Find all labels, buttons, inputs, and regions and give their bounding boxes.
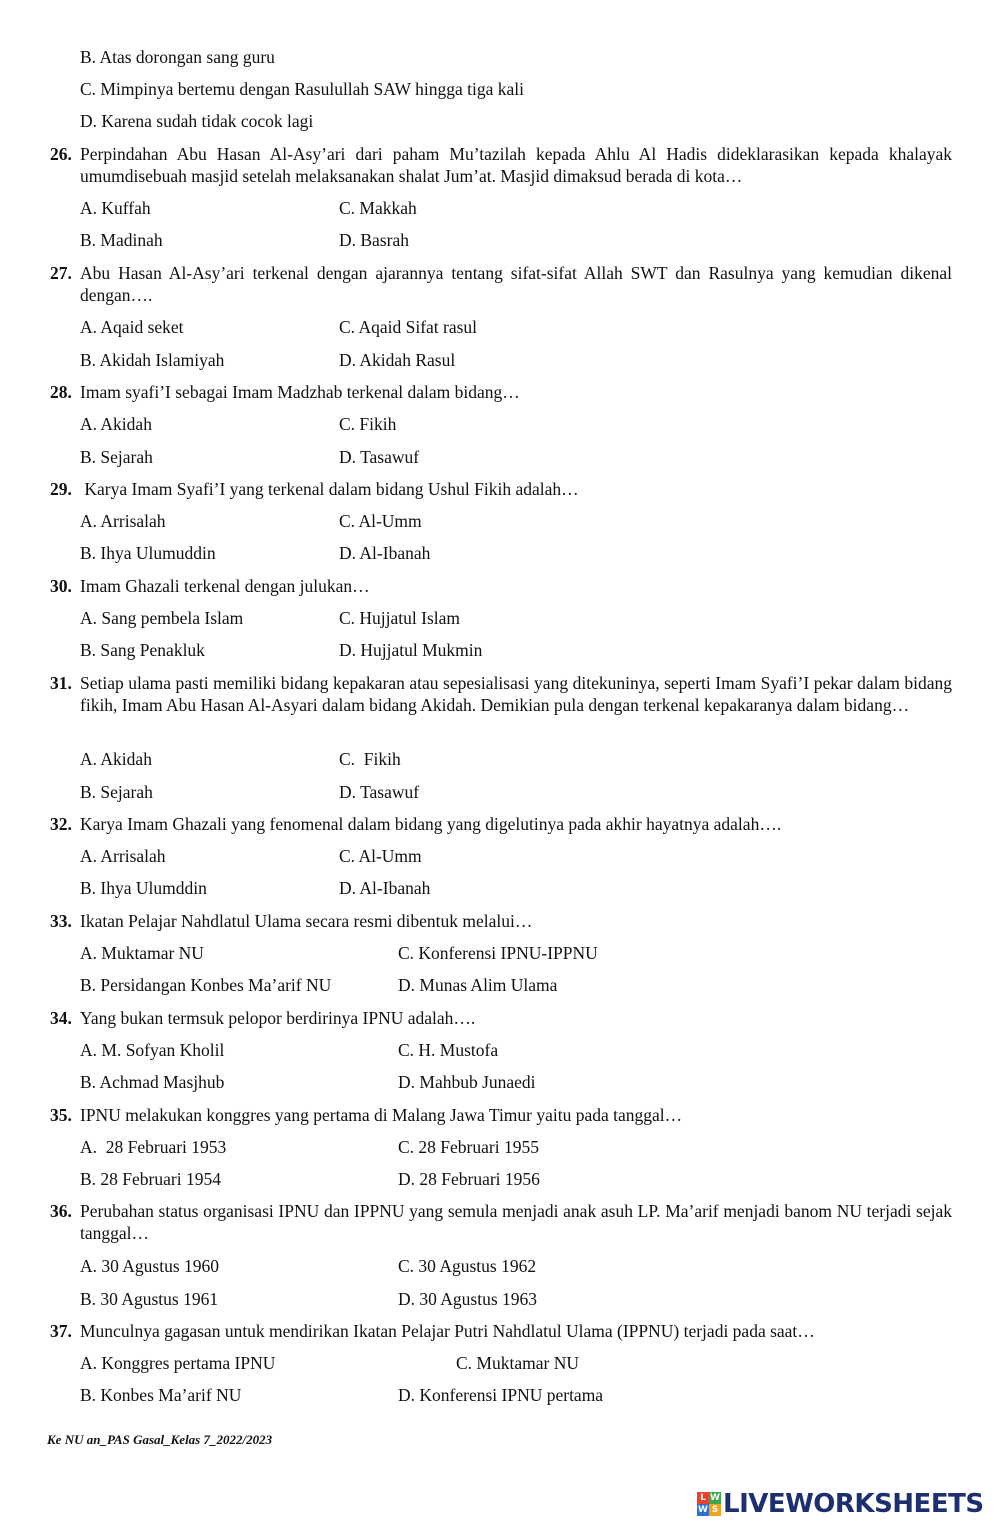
answer-option[interactable]: D. Tasawuf: [339, 782, 420, 802]
answer-option[interactable]: B. Akidah Islamiyah: [80, 350, 225, 370]
answer-option[interactable]: D. Tasawuf: [339, 447, 420, 467]
question-31: [50, 672, 952, 716]
question-text: Karya Imam Ghazali yang fenomenal dalam bidang yang digelutinya pada akhir hayatnya adalah….: [80, 814, 782, 834]
question-37: [50, 1320, 952, 1342]
answer-option[interactable]: B. Ihya Ulumddin: [80, 878, 207, 898]
option-line: B. Atas dorongan sang guru: [80, 47, 275, 67]
answer-option[interactable]: B. Madinah: [80, 230, 163, 250]
question-text: Perpindahan Abu Hasan Al-Asy’ari dari paham Mu’tazilah kepada Ahlu Al Hadis dideklarasikan kepada khalayak umumdisebuah masjid setelah melaksanakan shalat Jum’at. Masjid dimaksud berada di kota…: [80, 144, 952, 186]
question-32: [50, 813, 952, 835]
answer-option[interactable]: B. 30 Agustus 1961: [80, 1289, 219, 1309]
answer-option[interactable]: A. Aqaid seket: [80, 317, 184, 337]
answer-option[interactable]: D. Al-Ibanah: [339, 878, 431, 898]
answer-option[interactable]: A. 28 Februari 1953: [80, 1137, 227, 1157]
question-33: [50, 910, 952, 932]
question-text: Abu Hasan Al-Asy’ari terkenal dengan ajarannya tentang sifat-sifat Allah SWT dan Rasulnya yang kemudian dikenal dengan….: [80, 263, 952, 305]
answer-option[interactable]: C. Makkah: [339, 198, 417, 218]
question-number: 30.: [50, 576, 72, 596]
liveworksheets-logo[interactable]: [697, 1486, 984, 1522]
option-line: D. Karena sudah tidak cocok lagi: [80, 111, 314, 131]
question-number: 32.: [50, 814, 72, 834]
answer-option[interactable]: B. Achmad Masjhub: [80, 1072, 225, 1092]
question-text: Imam Ghazali terkenal dengan julukan…: [80, 576, 370, 596]
question-35: [50, 1104, 952, 1126]
logo-tile: S: [709, 1504, 721, 1516]
answer-option[interactable]: D. Akidah Rasul: [339, 350, 456, 370]
answer-option[interactable]: C. Al-Umm: [339, 511, 422, 531]
answer-option[interactable]: D. Al-Ibanah: [339, 543, 431, 563]
answer-option[interactable]: A. Konggres pertama IPNU: [80, 1353, 276, 1373]
question-26: [50, 143, 952, 187]
question-36: [50, 1200, 952, 1244]
question-28: [50, 381, 952, 403]
answer-option[interactable]: C. 30 Agustus 1962: [398, 1256, 537, 1276]
question-number: 33.: [50, 911, 72, 931]
answer-option[interactable]: A. Akidah: [80, 749, 152, 769]
answer-option[interactable]: D. Basrah: [339, 230, 409, 250]
logo-tile: W: [710, 1493, 720, 1503]
answer-option[interactable]: B. Sejarah: [80, 447, 153, 467]
question-text: Ikatan Pelajar Nahdlatul Ulama secara resmi dibentuk melalui…: [80, 911, 533, 931]
answer-option[interactable]: A. Muktamar NU: [80, 943, 204, 963]
question-number: 29.: [50, 479, 72, 499]
question-text: Setiap ulama pasti memiliki bidang kepakaran atau sepesialisasi yang ditekuninya, seperti Imam Syafi’I pekar dalam bidang fikih, Imam Abu Hasan Al-Asyari dalam bidang Akidah. Demikian pula dengan terkenal kepakaranya dalam bidang…: [80, 673, 952, 715]
question-text: Karya Imam Syafi’I yang terkenal dalam bidang Ushul Fikih adalah…: [80, 479, 579, 499]
answer-option[interactable]: C. Aqaid Sifat rasul: [339, 317, 478, 337]
answer-option[interactable]: A. Akidah: [80, 414, 152, 434]
answer-option[interactable]: D. Mahbub Junaedi: [398, 1072, 536, 1092]
logo-tile: W: [698, 1505, 708, 1515]
answer-option[interactable]: D. 28 Februari 1956: [398, 1169, 540, 1189]
question-number: 27.: [50, 263, 72, 283]
answer-option[interactable]: A. Arrisalah: [80, 511, 166, 531]
answer-option[interactable]: A. 30 Agustus 1960: [80, 1256, 220, 1276]
question-number: 36.: [50, 1201, 72, 1221]
answer-option[interactable]: B. Persidangan Konbes Ma’arif NU: [80, 975, 332, 995]
page-footer: Ke NU an_PAS Gasal_Kelas 7_2022/2023: [47, 1432, 273, 1447]
question-text: IPNU melakukan konggres yang pertama di Malang Jawa Timur yaitu pada tanggal…: [80, 1105, 683, 1125]
brand-name: LIVEWORKSHEETS: [723, 1489, 984, 1519]
answer-option[interactable]: C. Fikih: [339, 749, 401, 769]
answer-option[interactable]: C. Fikih: [339, 414, 397, 434]
question-text: Perubahan status organisasi IPNU dan IPPNU yang semula menjadi anak asuh LP. Ma’arif menjadi banom NU terjadi sejak tanggal…: [80, 1201, 952, 1243]
answer-option[interactable]: A. Sang pembela Islam: [80, 608, 244, 628]
answer-option[interactable]: A. Arrisalah: [80, 846, 166, 866]
answer-option[interactable]: C. Konferensi IPNU-IPPNU: [398, 943, 598, 963]
answer-option[interactable]: C. Muktamar NU: [456, 1353, 579, 1373]
answer-option[interactable]: B. Sang Penakluk: [80, 640, 205, 660]
answer-option[interactable]: C. Al-Umm: [339, 846, 422, 866]
question-27: [50, 262, 952, 306]
liveworksheets-logo-icon: [697, 1492, 721, 1516]
question-34: [50, 1007, 952, 1029]
question-number: 35.: [50, 1105, 72, 1125]
answer-option[interactable]: B. Konbes Ma’arif NU: [80, 1385, 242, 1405]
answer-option[interactable]: B. 28 Februari 1954: [80, 1169, 221, 1189]
logo-tile: L: [697, 1492, 709, 1504]
answer-option[interactable]: C. Hujjatul Islam: [339, 608, 461, 628]
answer-option[interactable]: D. 30 Agustus 1963: [398, 1289, 538, 1309]
question-text: Munculnya gagasan untuk mendirikan Ikatan Pelajar Putri Nahdlatul Ulama (IPPNU) terjadi pada saat…: [80, 1321, 815, 1341]
question-number: 34.: [50, 1008, 72, 1028]
answer-option[interactable]: D. Hujjatul Mukmin: [339, 640, 483, 660]
answer-option[interactable]: D. Konferensi IPNU pertama: [398, 1385, 604, 1405]
option-line: C. Mimpinya bertemu dengan Rasulullah SAW hingga tiga kali: [80, 79, 524, 99]
answer-option[interactable]: D. Munas Alim Ulama: [398, 975, 558, 995]
question-text: Imam syafi’I sebagai Imam Madzhab terkenal dalam bidang…: [80, 382, 520, 402]
question-number: 28.: [50, 382, 72, 402]
answer-option[interactable]: B. Sejarah: [80, 782, 153, 802]
answer-option[interactable]: C. H. Mustofa: [398, 1040, 499, 1060]
question-29: [50, 478, 952, 500]
question-text: Yang bukan termsuk pelopor berdirinya IPNU adalah….: [80, 1008, 476, 1028]
question-number: 31.: [50, 673, 72, 693]
answer-option[interactable]: B. Ihya Ulumuddin: [80, 543, 216, 563]
answer-option[interactable]: C. 28 Februari 1955: [398, 1137, 539, 1157]
answer-option[interactable]: A. M. Sofyan Kholil: [80, 1040, 225, 1060]
question-number: 26.: [50, 144, 72, 164]
question-number: 37.: [50, 1321, 72, 1341]
answer-option[interactable]: A. Kuffah: [80, 198, 151, 218]
question-30: [50, 575, 952, 597]
